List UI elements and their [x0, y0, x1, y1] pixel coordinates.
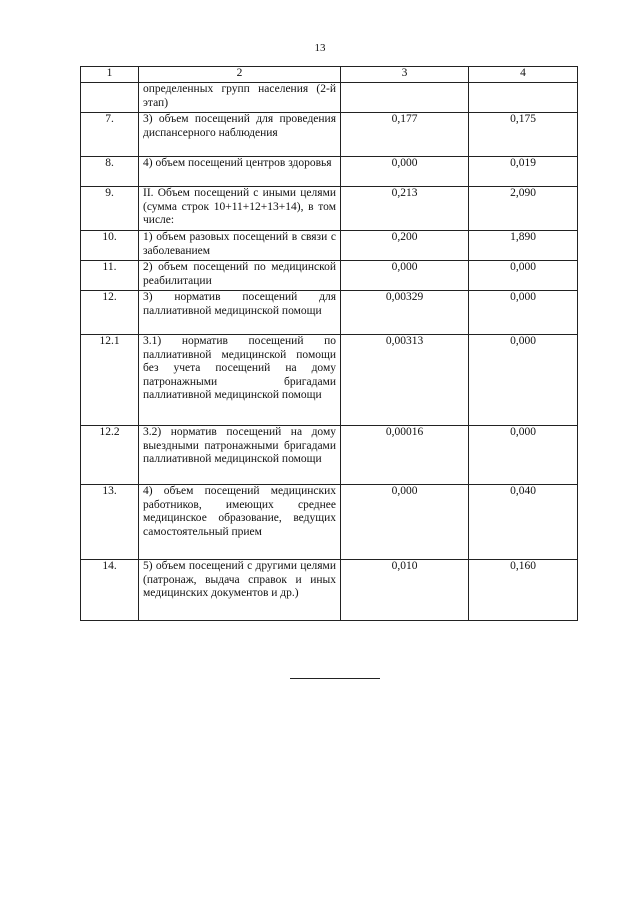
table-row: [81, 231, 578, 261]
row-value-col4: [469, 83, 578, 113]
table-row: [81, 335, 578, 426]
row-value-col3: 0,000: [341, 485, 469, 560]
row-number: 12.: [81, 291, 139, 335]
table-row: [81, 157, 578, 187]
table-row: [81, 261, 578, 291]
column-header: 2: [139, 67, 341, 83]
row-value-col3: 0,00016: [341, 426, 469, 485]
row-description: определенных групп населения (2-й этап): [139, 83, 341, 113]
row-value-col4: 1,890: [469, 231, 578, 261]
row-number: 12.1: [81, 335, 139, 426]
row-number: 9.: [81, 187, 139, 231]
row-value-col3: 0,00329: [341, 291, 469, 335]
row-description: 3.1) норматив посещений по паллиативной медицинской помощи без учета посещений на дому патронажными бригадами паллиативной медицинской помощи: [139, 335, 341, 426]
table-row: [81, 187, 578, 231]
table-row: [81, 83, 578, 113]
row-value-col3: 0,213: [341, 187, 469, 231]
data-table: [80, 66, 578, 621]
row-description: 2) объем посещений по медицинской реабилитации: [139, 261, 341, 291]
row-number: 11.: [81, 261, 139, 291]
row-value-col3: 0,00313: [341, 335, 469, 426]
row-description: 4) объем посещений медицинских работников, имеющих среднее медицинское образование, ведущих самостоятельный прием: [139, 485, 341, 560]
row-description: II. Объем посещений с иными целями (сумма строк 10+11+12+13+14), в том числе:: [139, 187, 341, 231]
table-row: [81, 560, 578, 621]
row-value-col4: 0,000: [469, 426, 578, 485]
row-description: 1) объем разовых посещений в связи с заболеванием: [139, 231, 341, 261]
column-header: 3: [341, 67, 469, 83]
page-number: 13: [314, 42, 326, 54]
row-description: 3) норматив посещений для паллиативной медицинской помощи: [139, 291, 341, 335]
row-number: 14.: [81, 560, 139, 621]
row-value-col4: 0,000: [469, 261, 578, 291]
row-value-col4: 0,019: [469, 157, 578, 187]
row-number: [81, 83, 139, 113]
row-value-col4: 0,040: [469, 485, 578, 560]
row-value-col3: 0,177: [341, 113, 469, 157]
row-number: 7.: [81, 113, 139, 157]
row-value-col4: 0,000: [469, 291, 578, 335]
row-description: 3.2) норматив посещений на дому выездными патронажными бригадами паллиативной медицинской помощи: [139, 426, 341, 485]
row-number: 10.: [81, 231, 139, 261]
row-number: 12.2: [81, 426, 139, 485]
table-row: [81, 485, 578, 560]
row-value-col3: 0,000: [341, 157, 469, 187]
table-row: [81, 426, 578, 485]
row-value-col3: 0,010: [341, 560, 469, 621]
table-row: [81, 291, 578, 335]
row-description: 4) объем посещений центров здоровья: [139, 157, 341, 187]
row-value-col4: 0,000: [469, 335, 578, 426]
column-header: 4: [469, 67, 578, 83]
row-value-col4: 0,175: [469, 113, 578, 157]
row-number: 8.: [81, 157, 139, 187]
end-of-document-rule: [290, 678, 380, 679]
table-row: [81, 113, 578, 157]
column-header: 1: [81, 67, 139, 83]
row-description: 5) объем посещений с другими целями (патронаж, выдача справок и иных медицинских документов и др.): [139, 560, 341, 621]
row-value-col3: [341, 83, 469, 113]
row-value-col4: 0,160: [469, 560, 578, 621]
table-header-row: [81, 67, 578, 83]
row-value-col4: 2,090: [469, 187, 578, 231]
row-number: 13.: [81, 485, 139, 560]
row-description: 3) объем посещений для проведения диспансерного наблюдения: [139, 113, 341, 157]
row-value-col3: 0,200: [341, 231, 469, 261]
row-value-col3: 0,000: [341, 261, 469, 291]
